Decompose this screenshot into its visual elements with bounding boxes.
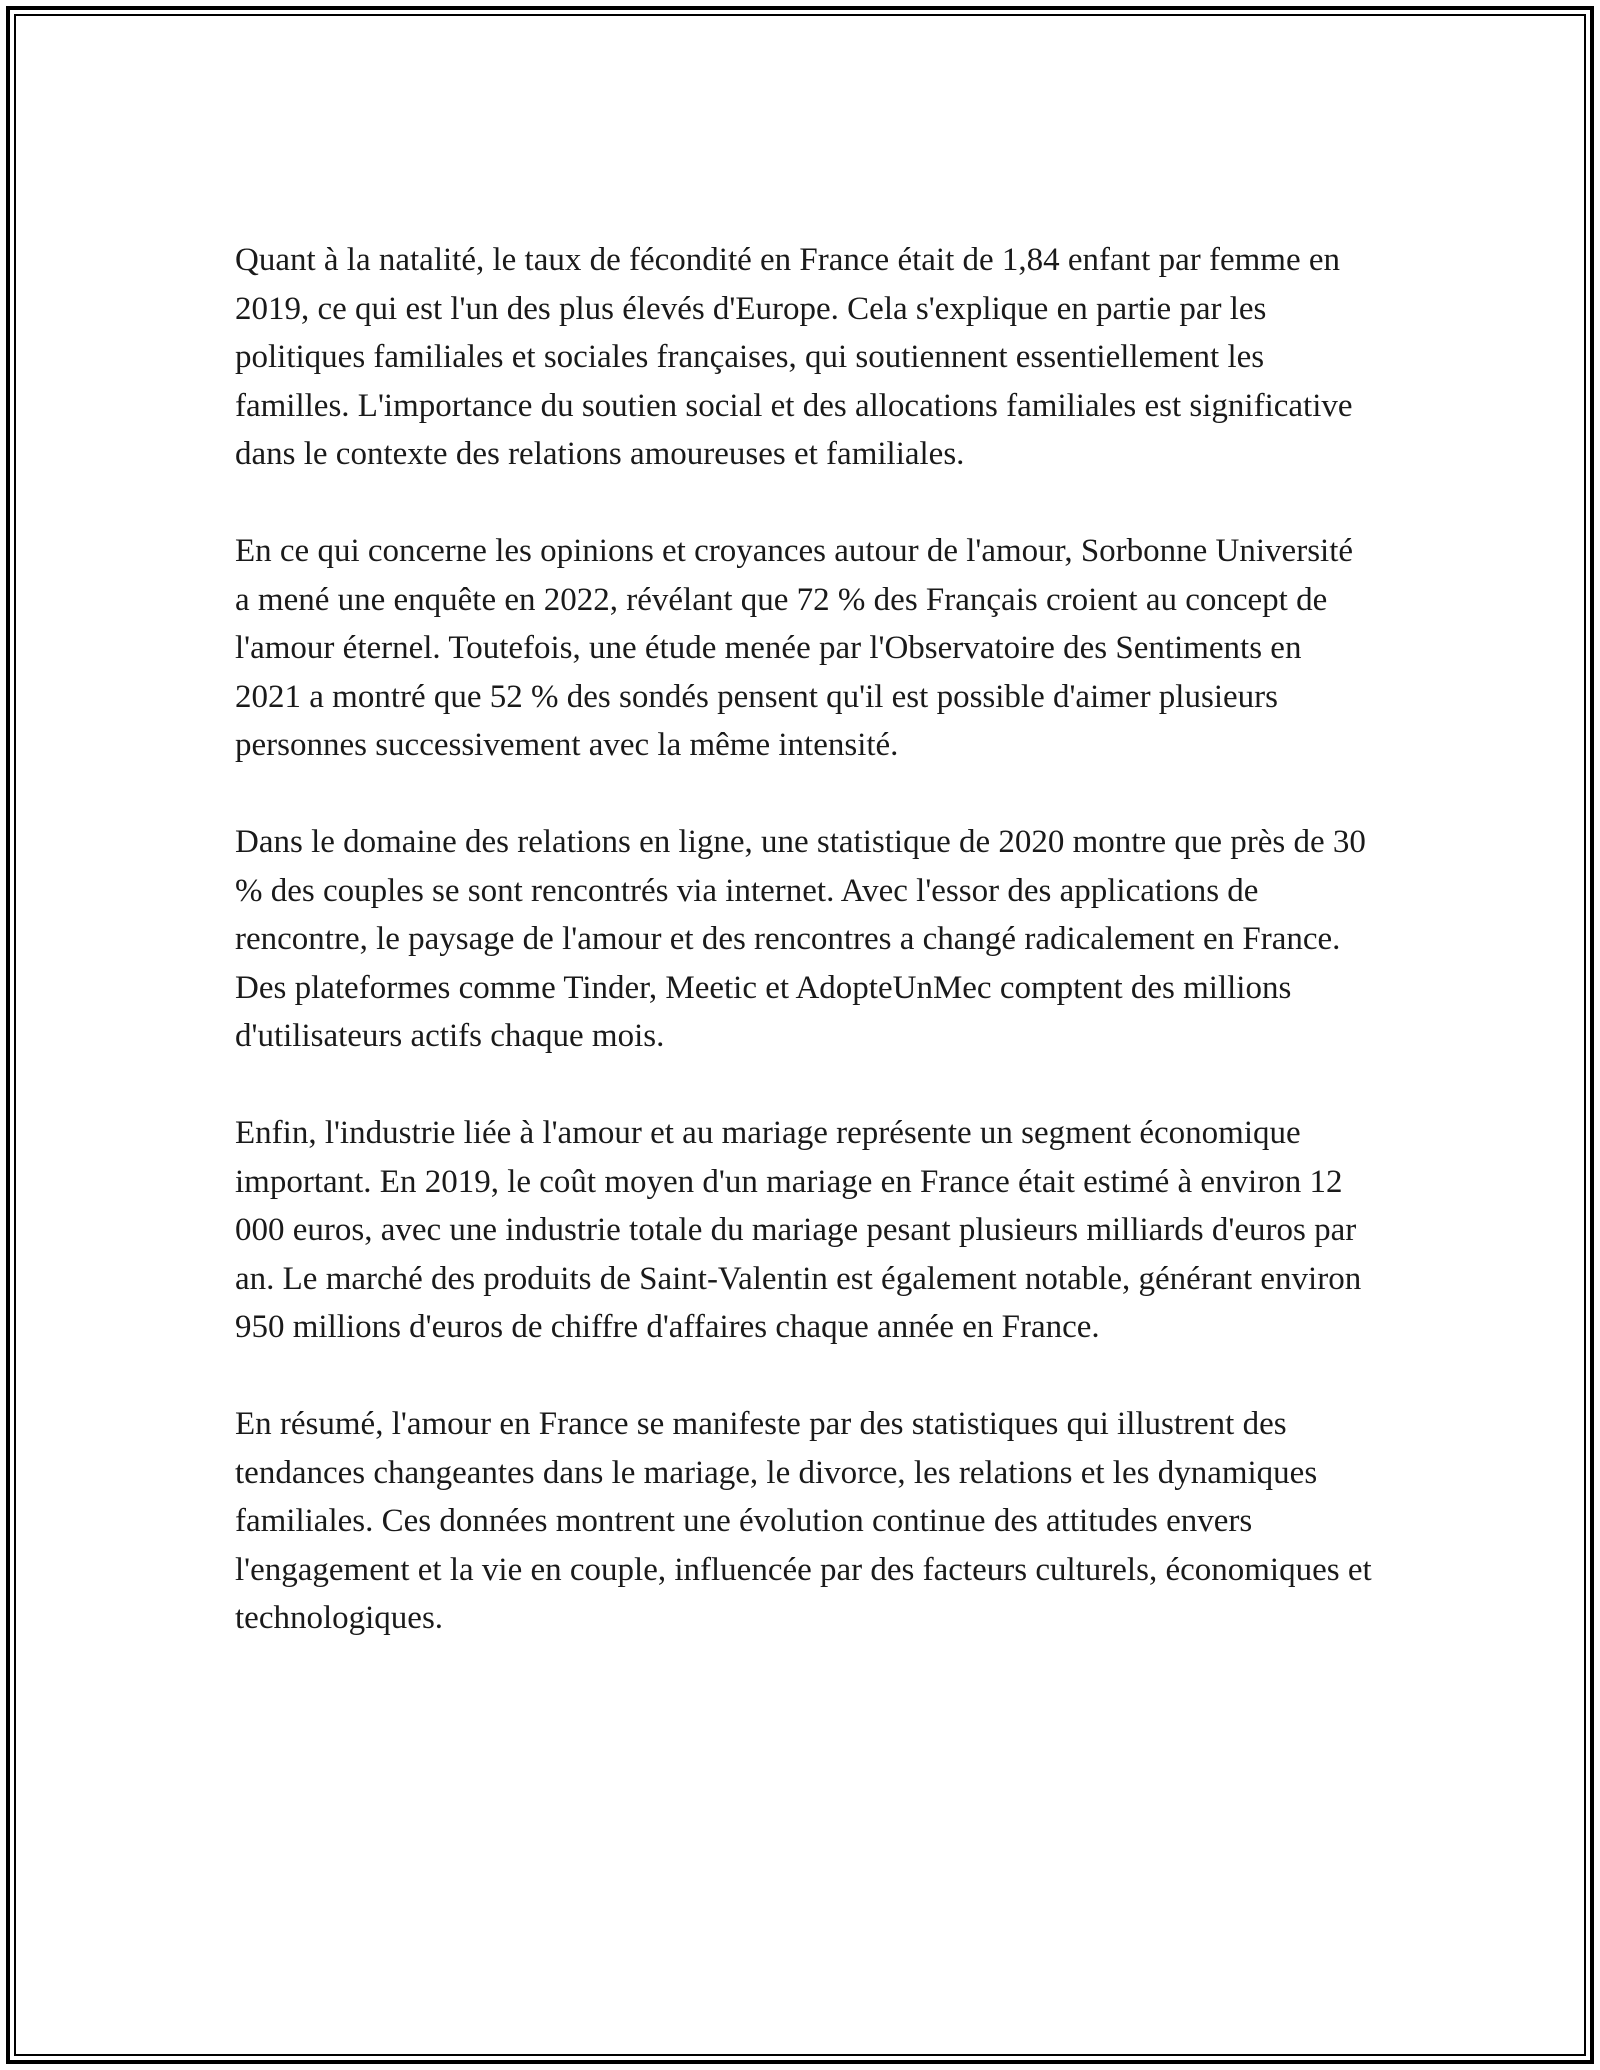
paragraph-relations-en-ligne: Dans le domaine des relations en ligne, une statistique de 2020 montre que près de 30 % des couples se sont rencontrés via internet. Avec l'essor des applications de rencontre, le paysage de l'amour et des rencontres a changé radicalement en France. Des plateformes comme Tinder, Meetic et AdopteUnMec comptent des millions d'utilisateurs actifs chaque mois. <box>235 824 1366 1054</box>
document-body <box>235 236 1375 1691</box>
paragraph-industrie: Enfin, l'industrie liée à l'amour et au mariage représente un segment économique important. En 2019, le coût moyen d'un mariage en France était estimé à environ 12 000 euros, avec une industrie totale du mariage pesant plusieurs milliards d'euros par an. Le marché des produits de Saint-Valentin est également notable, générant environ 950 millions d'euros de chiffre d'affaires chaque année en France. <box>235 1115 1362 1345</box>
paragraph-opinions: En ce qui concerne les opinions et croyances autour de l'amour, Sorbonne Université a mené une enquête en 2022, révélant que 72 % des Français croient au concept de l'amour éternel. Toutefois, une étude menée par l'Observatoire des Sentiments en 2021 a montré que 52 % des sondés pensent qu'il est possible d'aimer plusieurs personnes successivement avec la même intensité. <box>235 533 1354 763</box>
paragraph-resume: En résumé, l'amour en France se manifeste par des statistiques qui illustrent des tendances changeantes dans le mariage, le divorce, les relations et les dynamiques familiales. Ces données montrent une évolution continue des attitudes envers l'engagement et la vie en couple, influencée par des facteurs culturels, économiques et technologiques. <box>235 1406 1372 1636</box>
paragraph-natalite: Quant à la natalité, le taux de fécondité en France était de 1,84 enfant par femme en 2019, ce qui est l'un des plus élevés d'Europe. Cela s'explique en partie par les politiques familiales et sociales françaises, qui soutiennent essentiellement les familles. L'importance du soutien social et des allocations familiales est significative dans le contexte des relations amoureuses et familiales. <box>235 242 1353 472</box>
